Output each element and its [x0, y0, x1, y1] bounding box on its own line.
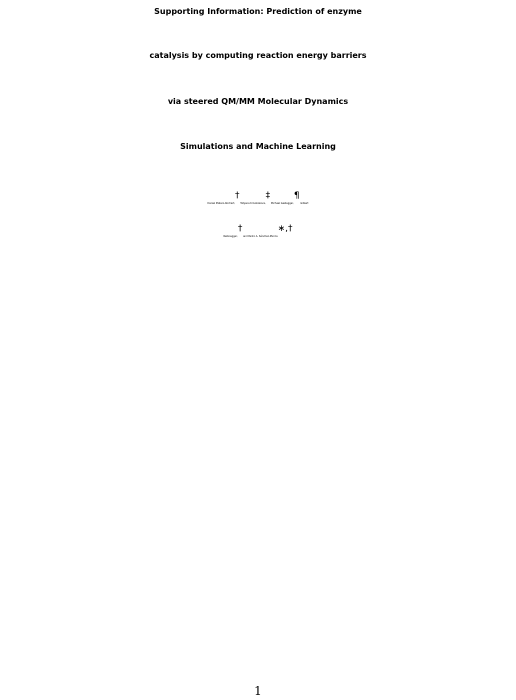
affiliation-line-2: [0, 296, 516, 312]
affiliation-mark: ‡: [265, 191, 271, 201]
author-name: Pedro A. Sánchez-Murcia: [248, 235, 278, 238]
affiliation-mark: ∗,†: [277, 224, 293, 234]
author-name: Daniel Platero-Rochart,: [207, 202, 235, 205]
affiliation-mark: †: [235, 191, 240, 201]
title-line-1: Supporting Information: Prediction of enzyme: [154, 7, 362, 16]
contact-email: [0, 466, 516, 482]
affiliation-mark: †: [237, 224, 243, 234]
title-line-2: catalysis by computing reaction energy barriers: [149, 51, 367, 60]
page-number: 1: [254, 684, 262, 698]
author-line-2: [0, 226, 516, 246]
author-name: Gilbert: [300, 202, 309, 205]
author-name: Michael Gastegger,: [270, 202, 294, 205]
author-name: Reibnegger,: [223, 235, 238, 238]
title-line-4: Simulations and Machine Learning: [180, 142, 336, 151]
affiliation-mark: ¶: [293, 191, 300, 201]
affiliation-line-6: [0, 402, 516, 418]
affiliation-line-1: [0, 267, 516, 283]
affiliation-line-4: [0, 349, 516, 365]
affiliation-line-7: [0, 428, 516, 444]
author-conjunction: and: [243, 235, 248, 238]
affiliation-line-5: [0, 375, 516, 391]
affiliation-line-3: [0, 322, 516, 338]
author-line-1: [0, 193, 516, 213]
author-name: Tatyana Krivobokova,: [240, 202, 266, 205]
title-line-3: via steered QM/MM Molecular Dynamics: [167, 97, 349, 106]
